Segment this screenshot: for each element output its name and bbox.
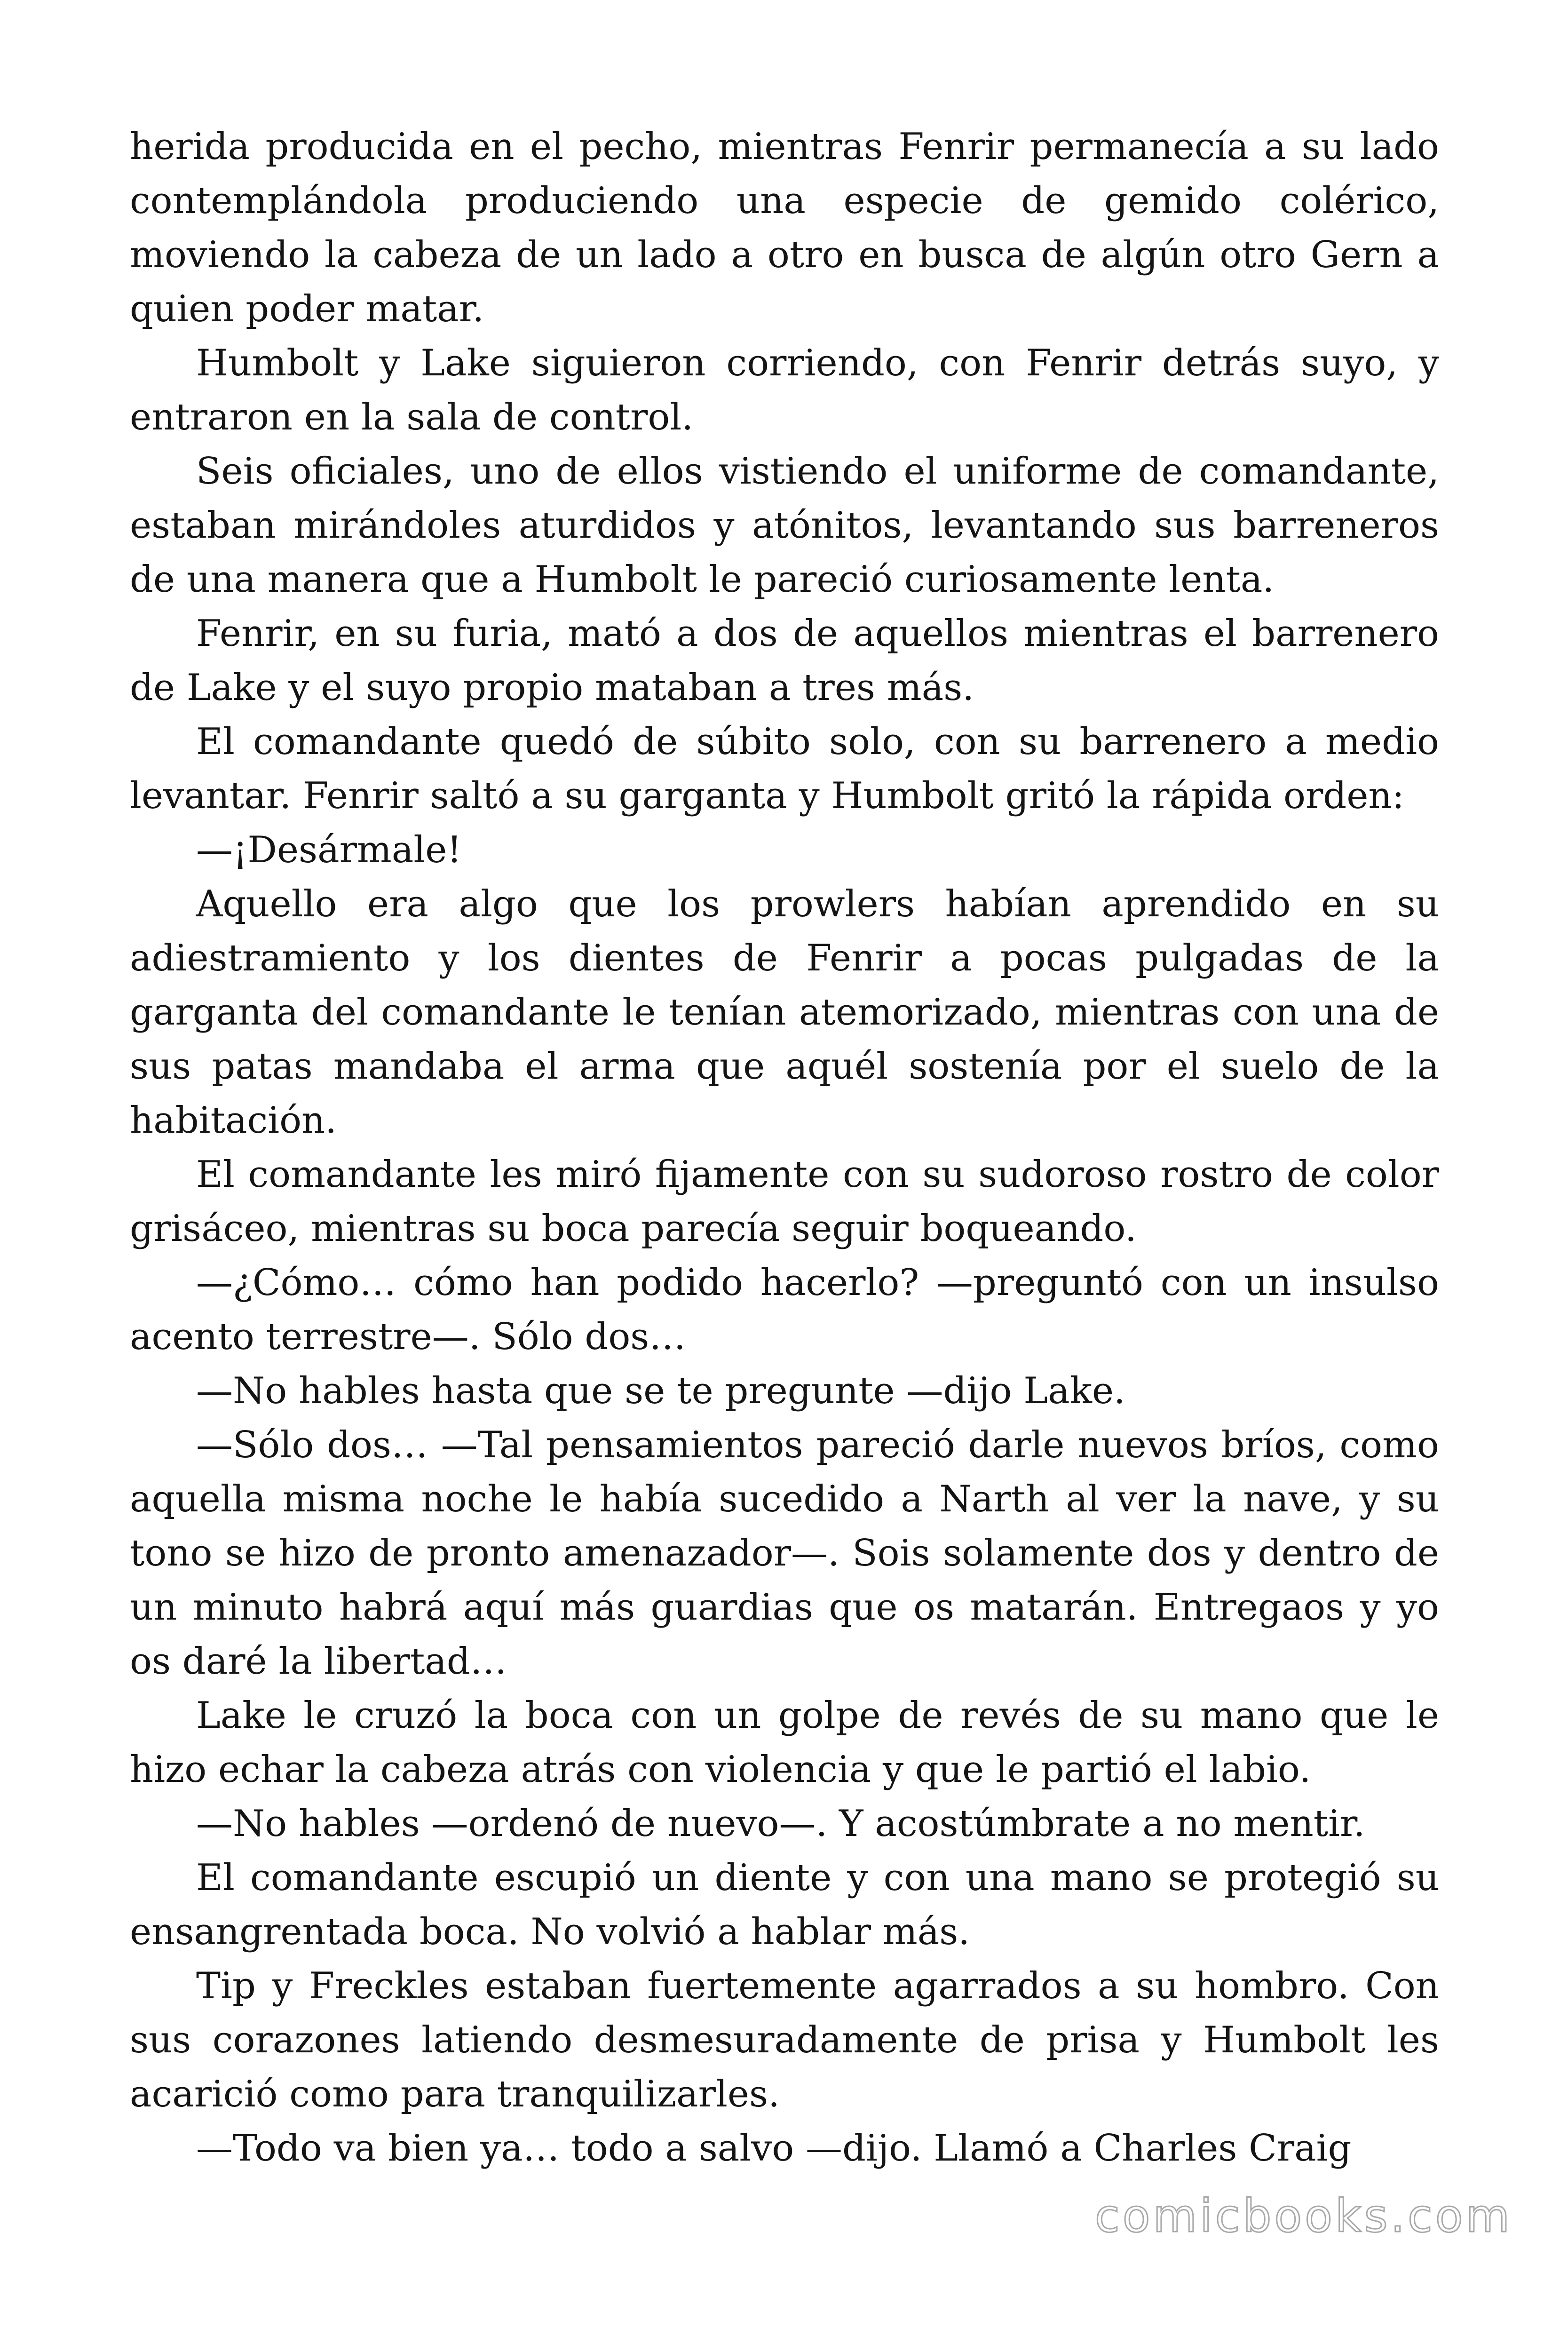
paragraph: —¿Cómo… cómo han podido hacerlo? —preguntó con un insulso acento terrestre—. Sólo dos… [130,1262,1439,1358]
book-page-text [130,120,1439,2176]
paragraph: Humbolt y Lake siguieron corriendo, con Fenrir detrás suyo, y entraron en la sala de control. [130,342,1439,438]
paragraph: —Todo va bien ya… todo a salvo —dijo. Llamó a Charles Craig [196,2127,1352,2169]
paragraph: —No hables —ordenó de nuevo—. Y acostúmbrate a no mentir. [196,1803,1365,1845]
paragraph: El comandante quedó de súbito solo, con su barrenero a medio levantar. Fenrir saltó a su garganta y Humbolt gritó la rápida orden: [130,721,1439,817]
paragraph: El comandante les miró fijamente con su sudoroso rostro de color grisáceo, mientras su boca parecía seguir boqueando. [130,1153,1439,1250]
paragraph: Aquello era algo que los prowlers habían aprendido en su adiestramiento y los dientes de Fenrir a pocas pulgadas de la garganta del comandante le tenían atemorizado, mientras con una de sus patas mandaba el arma que aquél sostenía por el suelo de la habitación. [130,883,1439,1142]
paragraph: Seis oficiales, uno de ellos vistiendo el uniforme de comandante, estaban mirándoles aturdidos y atónitos, levantando sus barreneros de una manera que a Humbolt le pareció curiosamente lenta. [130,450,1439,601]
paragraph: Lake le cruzó la boca con un golpe de revés de su mano que le hizo echar la cabeza atrás con violencia y que le partió el labio. [130,1694,1439,1791]
watermark: comicbooks.com [1094,2190,1513,2242]
paragraph: —No hables hasta que se te pregunte —dijo Lake. [196,1370,1125,1412]
paragraph: herida producida en el pecho, mientras Fenrir permanecía a su lado contemplándola produciendo una especie de gemido colérico, moviendo la cabeza de un lado a otro en busca de algún otro Gern a quien poder matar. [130,126,1439,330]
paragraph: —¡Desármale! [196,829,462,871]
paragraph: Fenrir, en su furia, mató a dos de aquellos mientras el barrenero de Lake y el suyo propio mataban a tres más. [130,612,1439,709]
paragraph: —Sólo dos… —Tal pensamientos pareció darle nuevos bríos, como aquella misma noche le había sucedido a Narth al ver la nave, y su tono se hizo de pronto amenazador—. Sois solamente dos y dentro de un minuto habrá aquí más guardias que os matarán. Entregaos y yo os daré la libertad… [130,1424,1439,1683]
paragraph: El comandante escupió un diente y con una mano se protegió su ensangrentada boca. No volvió a hablar más. [130,1857,1439,1953]
paragraph: Tip y Freckles estaban fuertemente agarrados a su hombro. Con sus corazones latiendo desmesuradamente de prisa y Humbolt les acarició como para tranquilizarles. [130,1965,1439,2115]
